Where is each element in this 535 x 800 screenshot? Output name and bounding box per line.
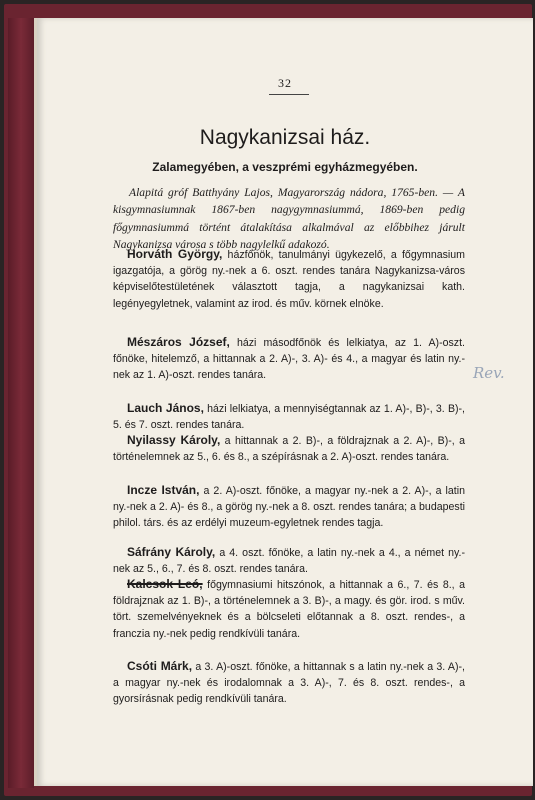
staff-description: a 3. A)-oszt. főnöke, a hittannak s a latin ny.-nek a 3. A)-, a magyar ny.-nek és irodalomnak a 3. A)-, 7. és 8. oszt. rendes-, a gyorsírásnak pedig rendkívüli tanára.: [113, 661, 465, 706]
staff-entry: [113, 334, 465, 384]
staff-description: házi lelkiatya, a mennyiségtannak az 1. A)-, B)-, 3. B)-, 5. és 7. oszt. rendes tanára.: [113, 403, 466, 432]
staff-entry: [113, 246, 465, 312]
staff-entry: [113, 400, 465, 433]
staff-description: a hittannak a 2. B)-, a földrajznak a 2. A)-, B)-, a történelemnek az 5., 6. és 8., a szépírásnak a 2. A)-oszt. rendes tanára.: [113, 435, 465, 464]
intro-paragraph: Alapitá gróf Batthyány Lajos, Magyarország nádora, 1765-ben. — A kisgymnasiumnak 1867-ben nagygymnasiummá, 1869-ben pedig főgymnasiummá történt átalakítása alkalmával az előbbihez járult Nagykanizsa városa s több nagylelkű adakozó.: [113, 186, 465, 251]
staff-description: főgymnasiumi hitszónok, a hittannak a 6., 7. és 8., a földrajznak az 1. B)-, a történelemnek a 3. B)-, a magy. és gör. irod. s műv. tört. szemelvényeknek és a bölcseleti előtannak a 8. oszt. rendes-, a franczia ny.-nek pedig rendkívüli tanára.: [113, 579, 466, 640]
book-spine: [8, 18, 34, 788]
handwritten-margin-note: Rev.: [473, 364, 505, 382]
staff-description: a 2. A)-oszt. főnöke, a magyar ny.-nek a 2. A)-, a latin ny.-nek a 2. A)- és 8., a görög ny.-nek a 8. oszt. rendes tanára; a budapesti philol. társ. és az erdélyi muzeum-egyletnek rendes tagja.: [113, 485, 465, 530]
staff-name: Nyilassy Károly,: [127, 433, 221, 447]
page-number-rule: [269, 94, 309, 95]
page-title: Nagykanizsai ház.: [199, 126, 371, 149]
staff-name: Incze István,: [127, 483, 200, 497]
staff-entry: [113, 576, 465, 642]
staff-name: Mészáros József,: [127, 335, 230, 349]
staff-description: házfőnök, tanulmányi ügykezelő, a főgymnasium igazgatója, a görög ny.-nek a 6. oszt. rendes tanára Nagykanizsa-város képviselőtestületének választott tagja, a nagykanizsai kath. legényegyletnek, valamint az irod. és műv. körnek elnöke.: [113, 249, 465, 310]
staff-description: a 4. oszt. főnöke, a latin ny.-nek a 4., a német ny.-nek az 5., 6., 7. és 8. oszt. rendes tanára.: [113, 547, 465, 576]
book-page: [34, 18, 533, 786]
staff-description: házi másodfőnök és lelkiatya, az 1. A)-oszt. főnöke, hitelemző, a hittannak a 2. A)-, 3. A)- és 4., a magyar és latin ny.-nek az 1. A)-oszt. rendes tanára.: [113, 337, 465, 382]
page-subtitle: Zalamegyében, a veszprémi egyházmegyében.: [152, 160, 418, 174]
page-number: 32: [278, 76, 292, 90]
staff-name: Csóti Márk,: [127, 659, 193, 673]
staff-entry: [113, 432, 465, 465]
staff-entry: [113, 482, 465, 532]
staff-name: Sáfrány Károly,: [127, 545, 216, 559]
staff-name-struck: Kalcsok Leó,: [127, 577, 203, 591]
staff-name: Lauch János,: [127, 401, 204, 415]
staff-entry: [113, 544, 465, 577]
staff-name: Horváth György,: [127, 247, 223, 261]
staff-entry: [113, 658, 465, 708]
